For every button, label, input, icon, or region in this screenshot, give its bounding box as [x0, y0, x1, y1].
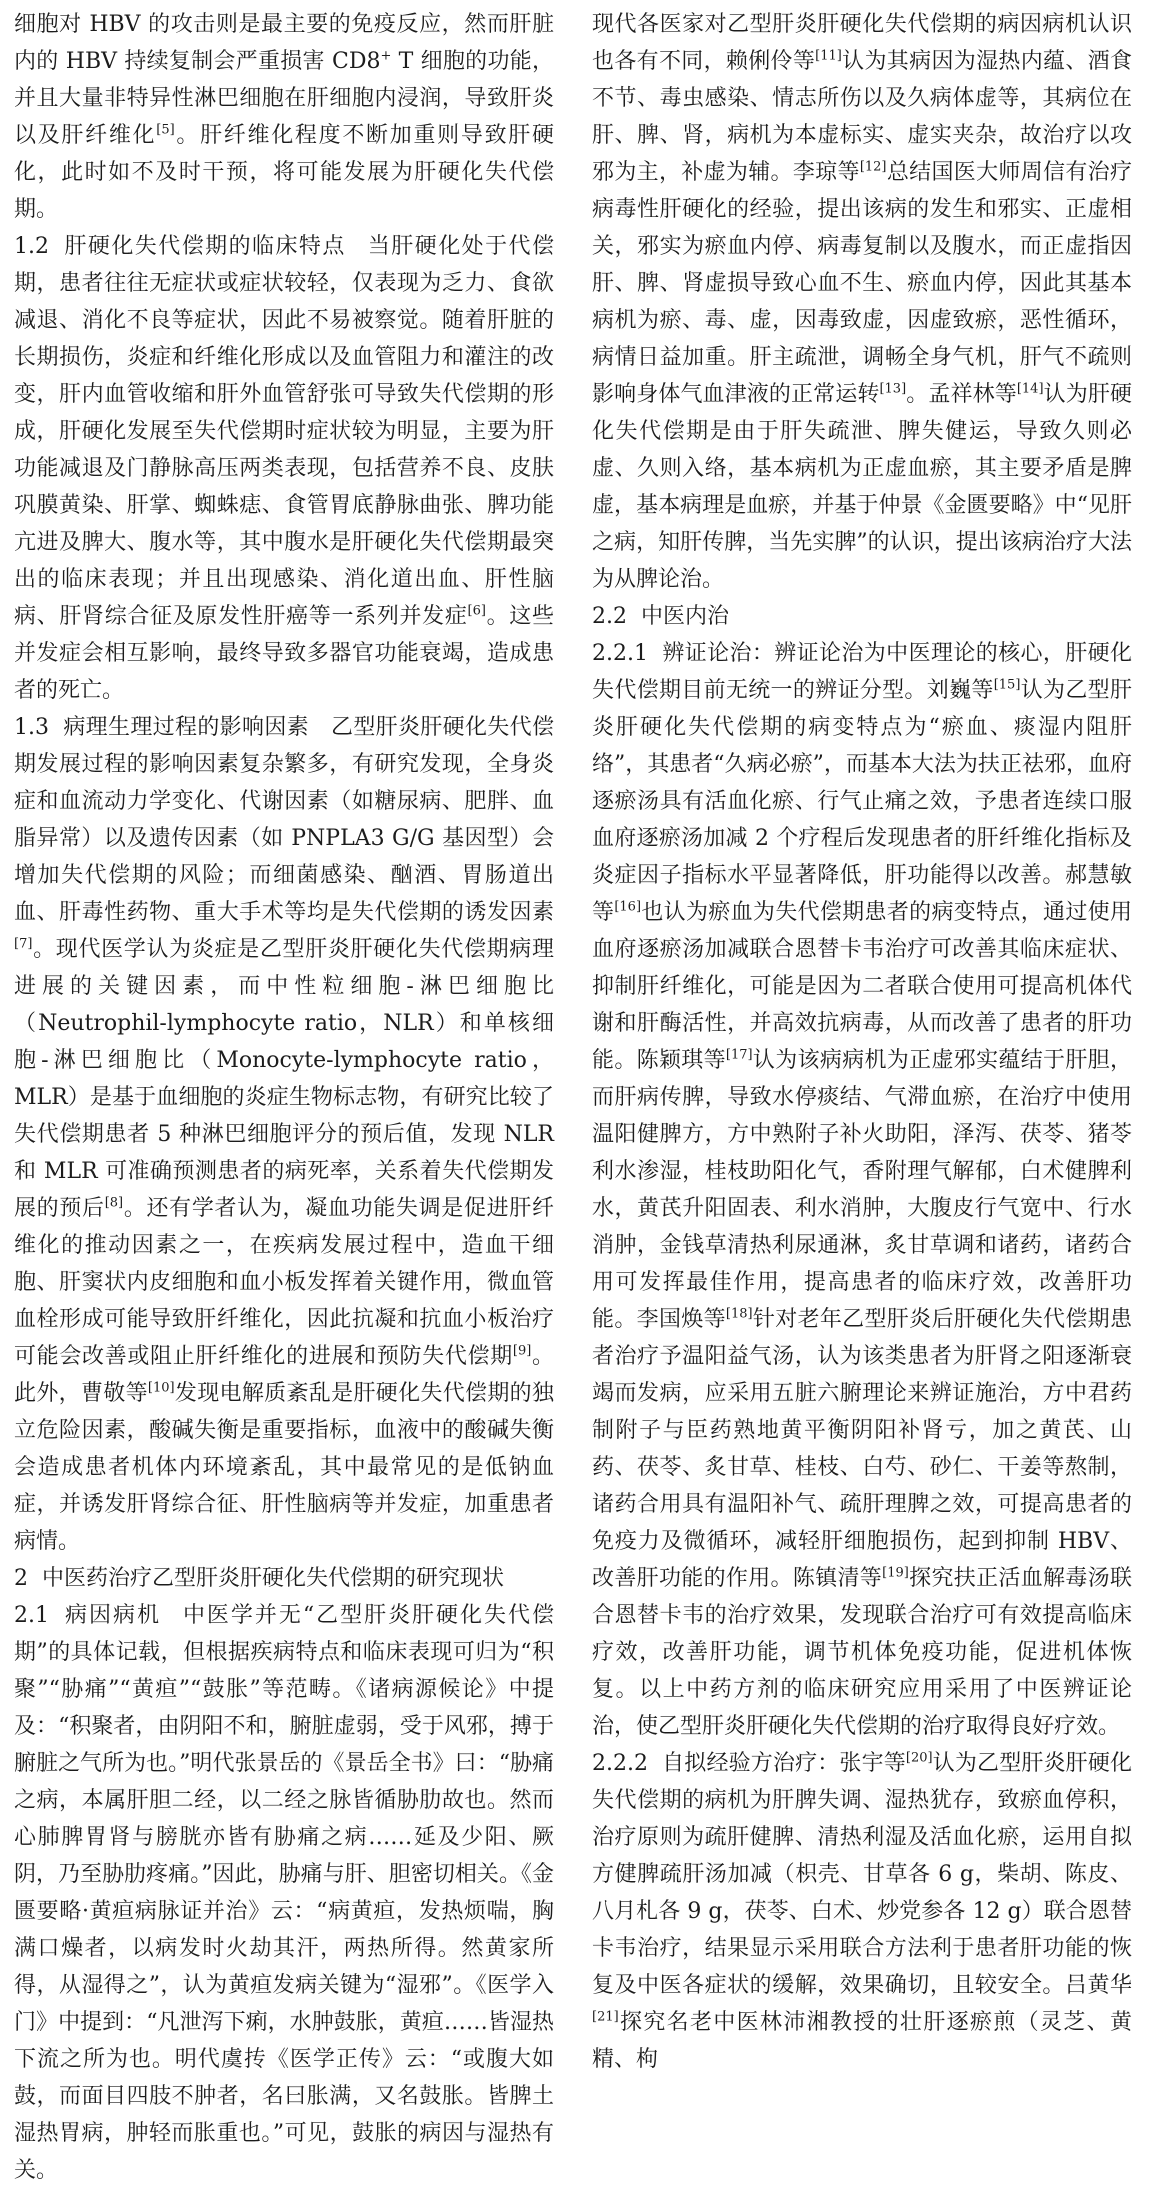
citation-19: [19] — [882, 1565, 909, 1581]
citation-9: [9] — [512, 1343, 532, 1359]
text-run: 细胞对 HBV 的攻击则是最主要的免疫反应，然而肝脏内的 HBV 持续复制会严重损害 CD8 — [14, 12, 554, 74]
section-1-3 — [14, 709, 554, 1560]
section-2-2-heading — [592, 598, 1132, 635]
text-run: 认为乙型肝炎肝硬化失代偿期的病变特点为“瘀血、痰湿内阻肝络”，其患者“久病必瘀”，而基本大法为扶正祛邪，血府逐瘀汤具有活血化瘀、行气止痛之效，予患者连续口服血府逐瘀汤加减 2 个疗程后发现患者的肝纤维化指标及炎症因子指标水平显著降低，肝功能得以改善。郝慧敏等 — [592, 678, 1132, 925]
citation-6: [6] — [467, 603, 486, 619]
citation-11: [11] — [815, 48, 842, 64]
right-column — [592, 6, 1132, 2072]
section-2-2-1 — [592, 635, 1132, 1745]
citation-20: [20] — [905, 1750, 933, 1766]
text-run: 现代各医家对乙型肝炎肝硬化失代偿期的病因病机认识也各有不同，赖俐伶等 — [592, 12, 1132, 74]
section-2-2-2 — [592, 1745, 1132, 2078]
text-run: 辨证论治为中医理论的核心，肝硬化失代偿期目前无统一的辨证分型。刘巍等 — [592, 641, 1132, 703]
text-run: 。这些并发症会相互影响，最终导致多器官功能衰竭，造成患者的死亡。 — [14, 604, 554, 703]
text-run: 认为乙型肝炎肝硬化失代偿期的病机为肝脾失调、湿热犹存，致瘀血停积，治疗原则为疏肝健脾、清热利湿及活血化瘀，运用自拟方健脾疏肝汤加减（枳壳、甘草各 6 g，柴胡、陈皮、八月札各 9 g，茯苓、白术、炒党参各 12 g）联合恩替卡韦治疗，结果显示采用联合方法利于患者肝功能的恢复及中医各症状的缓解，效果确切，且较安全。吕黄华 — [592, 1751, 1132, 1998]
citation-12: [12] — [859, 159, 887, 175]
text-run: 认为该病病机为正虚邪实蕴结于肝胆，而肝病传脾，导致水停痰结、气滞血瘀，在治疗中使用温阳健脾方，方中熟附子补火助阳，泽泻、茯苓、猪苓利水渗湿，桂枝助阳化气，香附理气解郁，白术健脾利水，黄芪升阳固表、利水消肿，大腹皮行气宽中、行水消肿，金钱草清热利尿通淋，炙甘草调和诸药，诸药合用可发挥最佳作用，提高患者的临床疗效，改善肝功能。李国焕等 — [592, 1048, 1132, 1332]
citation-16: [16] — [614, 899, 642, 915]
section-number: 1.2 — [14, 234, 49, 259]
text-run: 。还有学者认为，凝血功能失调是促进肝纤维化的推动因素之一，在疾病发展过程中，造血干细胞、肝窦状内皮细胞和血小板发挥着关键作用，微血管血栓形成可能导致肝纤维化，因此抗凝和抗血小板治疗可能会改善或阻止肝纤维化的进展和预防失代偿期 — [14, 1196, 554, 1369]
superscript-plus: + — [380, 48, 392, 64]
section-title: 中医药治疗乙型肝炎肝硬化失代偿期的研究现状 — [42, 1566, 505, 1591]
text-run: 张宇等 — [839, 1751, 906, 1776]
text-run: 。孟祥林等 — [906, 382, 1017, 407]
section-number: 2.2 — [592, 604, 627, 629]
section-number: 2.2.1 — [592, 641, 648, 666]
citation-7: [7] — [14, 936, 33, 952]
text-run: 探究扶正活血解毒汤联合恩替卡韦的治疗效果，发现联合治疗可有效提高临床疗效，改善肝功能，调节机体免疫功能，促进机体恢复。以上中药方剂的临床研究应用采用了中医辨证论治，使乙型肝炎肝硬化失代偿期的治疗取得良好疗效。 — [592, 1566, 1132, 1739]
text-run: 探究名老中医林沛湘教授的壮肝逐瘀煎（灵芝、黄精、枸 — [592, 2010, 1132, 2072]
text-run: 也认为瘀血为失代偿期患者的病变特点，通过使用血府逐瘀汤加减联合恩替卡韦治疗可改善其临床症状、抑制肝纤维化，可能是因为二者联合使用可提高机体代谢和肝酶活性，并高效抗病毒，从而改善了患者的肝功能。陈颖琪等 — [592, 900, 1132, 1073]
section-title: 病理生理过程的影响因素 — [63, 715, 309, 740]
section-2-1 — [14, 1597, 554, 2189]
paragraph-modern-etiology — [592, 6, 1132, 598]
citation-15: [15] — [993, 677, 1021, 693]
citation-5: [5] — [156, 122, 175, 138]
text-run: 。肝纤维化程度不断加重则导致肝硬化，此时如不及时干预，将可能发展为肝硬化失代偿期。 — [14, 123, 554, 222]
left-column — [14, 6, 554, 2183]
paragraph-hbv-immune — [14, 6, 554, 228]
citation-8: [8] — [104, 1195, 124, 1211]
text-run: 中医学并无“乙型肝炎肝硬化失代偿期”的具体记载，但根据疾病特点和临床表现可归为“积聚”“胁痛”“黄疸”“鼓胀”等范畴。《诸病源候论》中提及：“积聚者，由阴阳不和，腑脏虚弱，受于风邪，搏于腑脏之气所为也。”明代张景岳的《景岳全书》曰：“胁痛之病，本属肝胆二经，以二经之脉皆循胁肋故也。然而心肺脾胃肾与膀胱亦皆有胁痛之病……延及少阳、厥阴，乃至胁肋疼痛。”因此，胁痛与肝、胆密切相关。《金匮要略·黄疸病脉证并治》云：“病黄疸，发热烦喘，胸满口燥者，以病发时火劫其汗，两热所得。然黄家所得，从湿得之”，认为黄疸发病关键为“湿邪”。《医学入门》中提到：“凡泄泻下痢，水肿鼓胀，黄疸……皆湿热下流之所为也。明代虞抟《医学正传》云：“或腹大如鼓，而面目四肢不肿者，名曰胀满，又名鼓胀。皆脾土湿热胃病，肿轻而胀重也。”可见，鼓胀的病因与湿热有关。 — [14, 1603, 554, 2183]
citation-10: [10] — [147, 1380, 175, 1396]
section-1-2 — [14, 228, 554, 709]
text-run: 针对老年乙型肝炎后肝硬化失代偿期患者治疗予温阳益气汤，认为该类患者为肝肾之阳逐渐衰竭而发病，应采用五脏六腑理论来辨证施治，方中君药制附子与臣药熟地黄平衡阴阳补肾亏，加之黄芪、山药、茯苓、炙甘草、桂枝、白芍、砂仁、干姜等熬制，诸药合用具有温阳补气、疏肝理脾之效，可提高患者的免疫力及微循环，减轻肝细胞损伤，起到抑制 HBV、改善肝功能的作用。陈镇清等 — [592, 1307, 1132, 1591]
citation-18: [18] — [725, 1306, 753, 1322]
text-run: 。现代医学认为炎症是乙型肝炎肝硬化失代偿期病理进展的关键因素，而中性粒细胞-淋巴细胞比（Neutrophil-lymphocyte ratio，NLR）和单核细胞-淋巴细胞比（Monocyte-lymphocyte ratio，MLR）是基于血细胞的炎症生物标志物，有研究比较了失代偿期患者 5 种淋巴细胞评分的预后值，发现 NLR 和 MLR 可准确预测患者的病死率，关系着失代偿期发展的预后 — [14, 937, 554, 1221]
text-run: 当肝硬化处于代偿期，患者往往无症状或症状较轻，仅表现为乏力、食欲减退、消化不良等症状，因此不易被察觉。随着肝脏的长期损伤，炎症和纤维化形成以及血管阻力和灌注的改变，肝内血管收缩和肝外血管舒张可导致失代偿期的形成，肝硬化发展至失代偿期时症状较为明显，主要为肝功能减退及门静脉高压两类表现，包括营养不良、皮肤巩膜黄染、肝掌、蜘蛛痣、食管胃底静脉曲张、脾功能亢进及脾大、腹水等，其中腹水是肝硬化失代偿期最突出的临床表现；并且出现感染、消化道出血、肝性脑病、肝肾综合征及原发性肝癌等一系列并发症 — [14, 234, 554, 629]
text-run: 认为肝硬化失代偿期是由于肝失疏泄、脾失健运，导致久则必虚、久则入络，基本病机为正虚血瘀，其主要矛盾是脾虚，基本病理是血瘀，并基于仲景《金匮要略》中“见肝之病，知肝传脾，当先实脾”的认识，提出该病治疗大法为从脾论治。 — [592, 382, 1132, 592]
section-title: 中医内治 — [641, 604, 730, 629]
citation-14: [14] — [1016, 381, 1044, 397]
section-title: 病因病机 — [63, 1603, 161, 1628]
section-number: 2.1 — [14, 1603, 49, 1628]
section-number: 2 — [14, 1566, 28, 1591]
section-title: 肝硬化失代偿期的临床特点 — [63, 234, 346, 259]
section-number: 1.3 — [14, 715, 49, 740]
section-2-heading — [14, 1560, 554, 1597]
text-run: 发现电解质紊乱是肝硬化失代偿期的独立危险因素，酸碱失衡是重要指标，血液中的酸碱失衡会造成患者机体内环境紊乱，其中最常见的是低钠血症，并诱发肝肾综合征、肝性脑病等并发症，加重患者病情。 — [14, 1381, 554, 1554]
text-run: 乙型肝炎肝硬化失代偿期发展过程的影响因素复杂繁多，有研究发现，全身炎症和血流动力学变化、代谢因素（如糖尿病、肥胖、血脂异常）以及遗传因素（如 PNPLA3 G/G 基因型）会增加失代偿期的风险；而细菌感染、酗酒、胃肠道出血、肝毒性药物、重大手术等均是失代偿期的诱发因素 — [14, 715, 554, 925]
text-run: 总结国医大师周信有治疗病毒性肝硬化的经验，提出该病的发生和邪实、正虚相关，邪实为瘀血内停、病毒复制以及腹水，而正虚指因肝、脾、肾虚损导致心血不生、瘀血内停，因此其基本病机为瘀、毒、虚，因毒致虚，因虚致瘀，恶性循环，病情日益加重。肝主疏泄，调畅全身气机，肝气不疏则影响身体气血津液的正常运转 — [592, 160, 1132, 407]
citation-13: [13] — [879, 381, 907, 397]
section-number: 2.2.2 — [592, 1751, 648, 1776]
text-run: 认为其病因为湿热内蕴、酒食不节、毒虫感染、情志所伤以及久病体虚等，其病位在肝、脾、肾，病机为本虚标实、虚实夹杂，故治疗以攻邪为主，补虚为辅。李琼等 — [592, 49, 1132, 185]
section-label: 自拟经验方治疗： — [661, 1751, 840, 1776]
text-run: 。此外，曹敬等 — [14, 1344, 554, 1406]
text-run: T 细胞的功能，并且大量非特异性淋巴细胞在肝细胞内浸润，导致肝炎以及肝纤维化 — [14, 49, 554, 148]
citation-17: [17] — [725, 1047, 753, 1063]
section-label: 辨证论治： — [661, 641, 775, 666]
citation-21: [21] — [592, 2009, 619, 2025]
